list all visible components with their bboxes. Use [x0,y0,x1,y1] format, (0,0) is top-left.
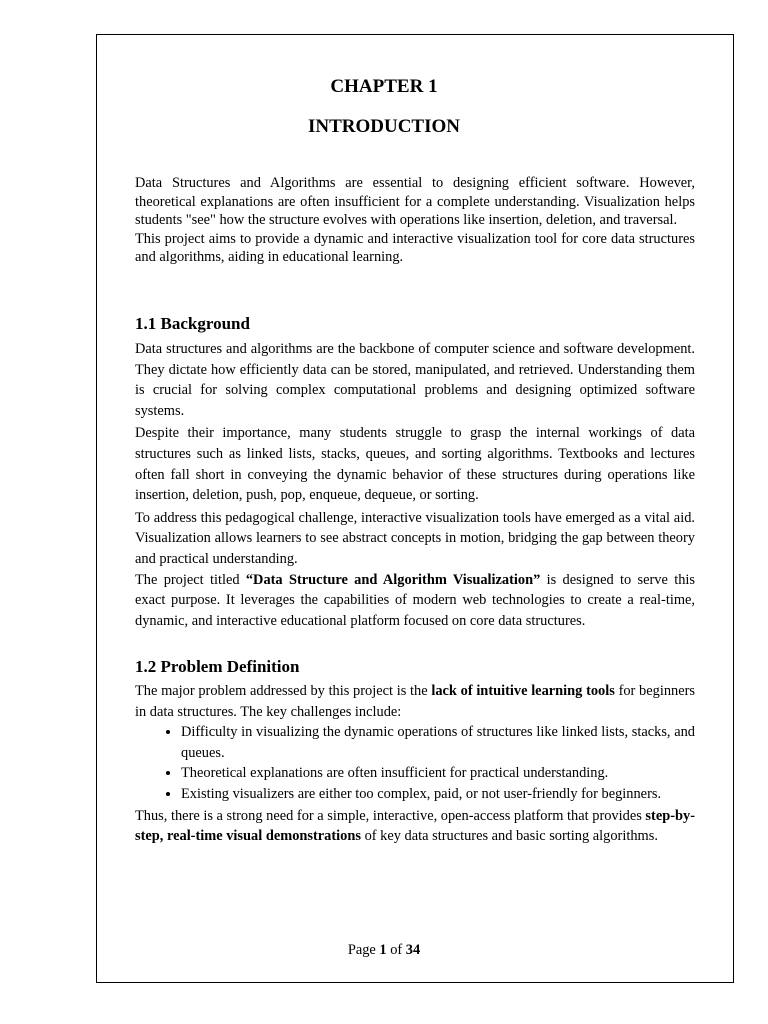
problem-p2-emphasis: step-by-step, real-time visual demonstrations [135,807,695,845]
problem-heading: 1.2 Problem Definition [135,657,300,676]
background-paragraph-3: To address this pedagogical challenge, interactive visualization tools have emerged as a vital aid. Visualization allows learners to see abstract concepts in motion, bridging the gap between theory and practical understanding. [135,509,695,567]
list-item: • Existing visualizers are either too complex, paid, or not user-friendly for beginners. [181,784,695,805]
page-word: Page [347,942,380,958]
challenge-list [135,722,695,804]
background-paragraph-4 [135,570,695,632]
problem-paragraph-2 [135,806,695,847]
background-paragraph-1: Data structures and algorithms are the backbone of computer science and software development. They dictate how efficiently data can be stored, manipulated, and retrieved. Understanding them is crucial for solving complex computational problems and designing optimized software systems. [135,341,695,419]
background-p4-pre: The project titled [135,571,246,588]
page-current: 1 [379,942,387,958]
project-title: “Data Structure and Algorithm Visualization” [245,571,541,588]
problem-p2-pre: Thus, there is a strong need for a simple, interactive, open-access platform that provides [135,807,646,824]
intro-paragraph-1: Data Structures and Algorithms are essential to designing efficient software. However, theoretical explanations are often insufficient for a complete understanding. Visualization helps students "see" how the structure evolves with operations like insertion, deletion, and traversal. [135,175,695,228]
chapter-title: INTRODUCTION [307,116,461,137]
background-heading: 1.1 Background [135,314,250,333]
intro-paragraph-2: This project aims to provide a dynamic and interactive visualization tool for core data structures and algorithms, aiding in educational learning. [135,230,695,265]
problem-p1-post: for beginners in data structures. The key challenges include: [135,683,695,720]
background-section [135,339,695,631]
background-paragraph-2: Despite their importance, many students struggle to grasp the internal workings of data structures such as linked lists, stacks, queues, and sorting algorithms. Textbooks and lectures often fall short in conveying the dynamic behavior of these structures during operations like insertion, deletion, push, pop, enqueue, dequeue, or sorting. [135,425,695,504]
page-of: of [386,942,406,958]
problem-section [135,681,695,847]
intro-section [135,174,695,267]
list-item: • Theoretical explanations are often insufficient for practical understanding. [181,763,695,784]
page-total: 34 [405,942,421,958]
page-number [0,942,768,959]
problem-paragraph-1 [135,681,695,722]
chapter-label: CHAPTER 1 [330,76,438,97]
problem-emphasis: lack of intuitive learning tools [431,683,615,699]
list-item: • Difficulty in visualizing the dynamic operations of structures like linked lists, stacks, and queues. [181,722,695,763]
problem-p1-pre: The major problem addressed by this project is the [135,683,432,699]
problem-p2-post: of key data structures and basic sorting algorithms. [360,828,658,845]
background-p4-post: is designed to serve this exact purpose. It leverages the capabilities of modern web technologies to create a real-time, dynamic, and interactive educational platform focused on core data structures. [135,571,696,629]
